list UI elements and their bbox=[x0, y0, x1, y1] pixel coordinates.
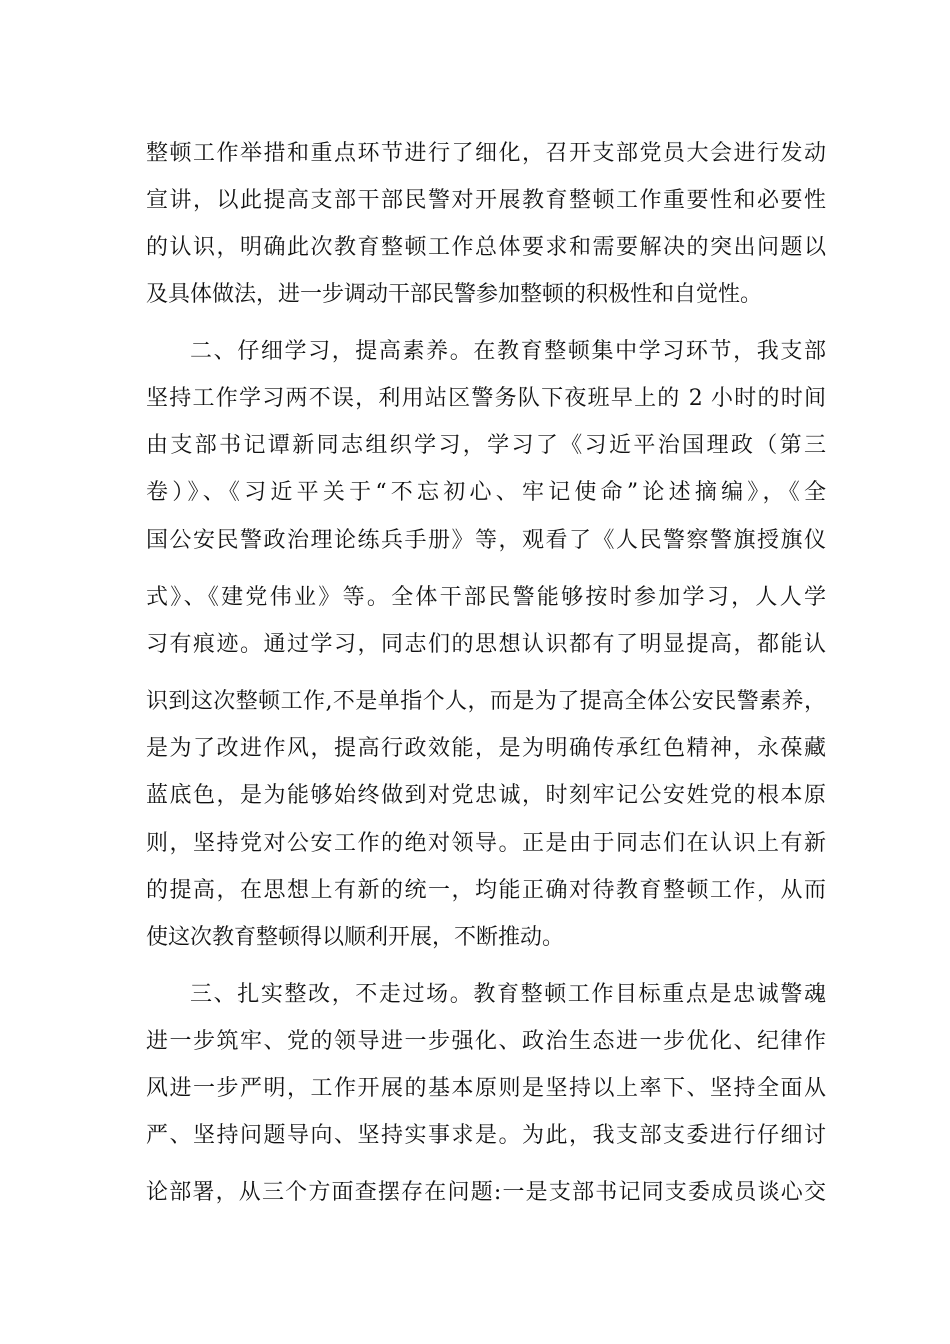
paragraph-2-line-7: 习有痕迹。通过学习，同志们的思想认识都有了明显提高，都能认 bbox=[146, 632, 826, 657]
paragraph-2-line-11: 则，坚持党对公安工作的绝对领导。正是由于同志们在认识上有新 bbox=[146, 831, 826, 856]
paragraph-2-line-8: 识到这次整顿工作,不是单指个人，而是为了提高全体公安民警素养， bbox=[146, 689, 826, 714]
paragraph-2-line-9: 是为了改进作风，提高行政效能，是为明确传承红色精神，永葆藏 bbox=[146, 736, 826, 761]
paragraph-2-line-6: 式》、《建党伟业》等。全体干部民警能够按时参加学习，人人学 bbox=[146, 585, 826, 610]
paragraph-1-line-2: 宣讲，以此提高支部干部民警对开展教育整顿工作重要性和必要性 bbox=[146, 188, 826, 213]
paragraph-1-line-4: 及具体做法，进一步调动干部民警参加整顿的积极性和自觉性。 bbox=[146, 282, 763, 307]
paragraph-2-line-4: 卷）》、《习近平关于“不忘初心、牢记使命”论述摘编》，《全 bbox=[146, 480, 826, 505]
paragraph-2-line-10: 蓝底色，是为能够始终做到对党忠诚，时刻牢记公安姓党的根本原 bbox=[146, 783, 826, 808]
paragraph-2-line-13: 使这次教育整顿得以顺利开展，不断推动。 bbox=[146, 925, 565, 950]
paragraph-3-line-3: 风进一步严明，工作开展的基本原则是坚持以上率下、坚持全面从 bbox=[146, 1076, 826, 1101]
paragraph-2-line-12: 的提高，在思想上有新的统一，均能正确对待教育整顿工作，从而 bbox=[146, 878, 826, 903]
paragraph-3-line-2: 进一步筑牢、党的领导进一步强化、政治生态进一步优化、纪律作 bbox=[146, 1029, 826, 1054]
paragraph-1-line-1: 整顿工作举措和重点环节进行了细化，召开支部党员大会进行发动 bbox=[146, 141, 826, 166]
paragraph-1-line-3: 的认识，明确此次教育整顿工作总体要求和需要解决的突出问题以 bbox=[146, 235, 826, 260]
paragraph-3-line-4: 严、坚持问题导向、坚持实事求是。为此，我支部支委进行仔细讨 bbox=[146, 1123, 826, 1148]
paragraph-2-line-5: 国公安民警政治理论练兵手册》等，观看了《人民警察警旗授旗仪 bbox=[146, 528, 826, 553]
paragraph-2-line-2: 坚持工作学习两不误，利用站区警务队下夜班早上的 2 小时的时间 bbox=[146, 386, 826, 411]
paragraph-2-line-1: 二、仔细学习，提高素养。在教育整顿集中学习环节，我支部 bbox=[190, 339, 826, 364]
paragraph-3-line-5: 论部署，从三个方面查摆存在问题:一是支部书记同支委成员谈心交 bbox=[146, 1180, 826, 1205]
paragraph-3-line-1: 三、扎实整改，不走过场。教育整顿工作目标重点是忠诚警魂 bbox=[190, 982, 826, 1007]
paragraph-2-line-3: 由支部书记谭新同志组织学习，学习了《习近平治国理政（第三 bbox=[146, 433, 826, 458]
